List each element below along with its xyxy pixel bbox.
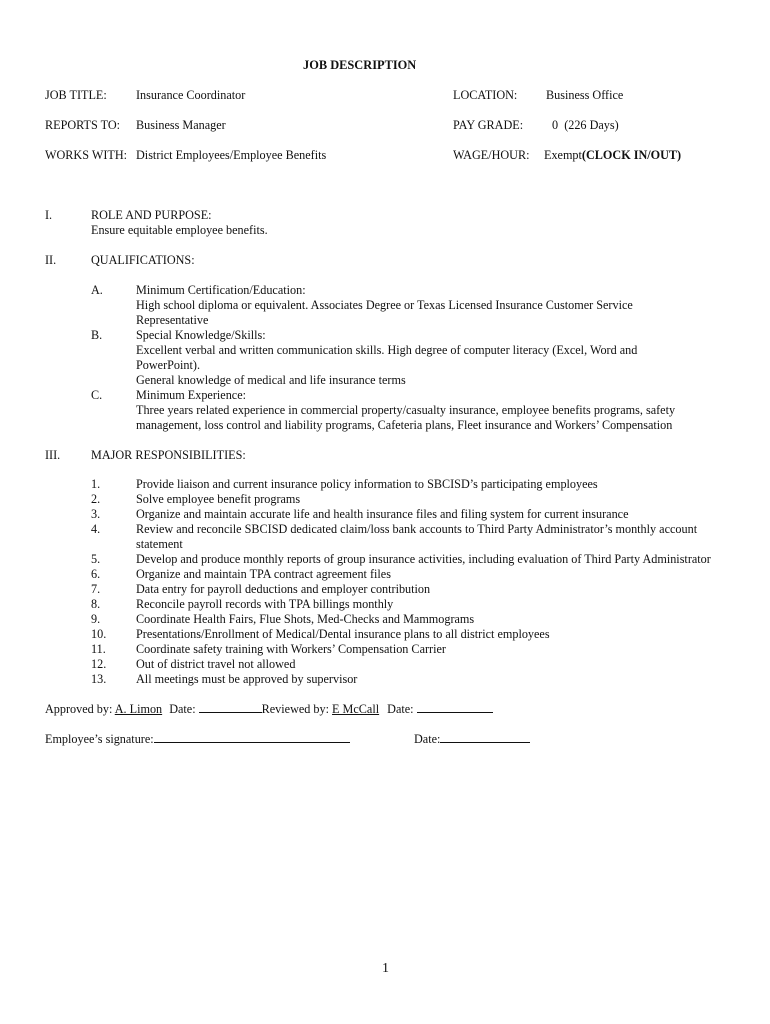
- job-title-label: JOB TITLE:: [45, 88, 107, 102]
- qualification-letter: B.: [91, 328, 103, 342]
- list-item-number: 7.: [91, 582, 101, 596]
- location-label: LOCATION:: [453, 88, 518, 102]
- list-item-number: 10.: [91, 627, 107, 641]
- list-item: Coordinate Health Fairs, Flue Shots, Med-Checks and Mammograms: [136, 612, 475, 626]
- qualification-text: Three years related experience in commercial property/casualty insurance, employee benefits programs, safety management, loss control and liability programs, Cafeteria plans, Fleet insurance and Workers’ Compensation: [136, 403, 676, 432]
- list-item-number: 3.: [91, 507, 101, 521]
- qualification-text: Excellent verbal and written communication skills. High degree of computer literacy (Excel, Word and PowerPoint).: [136, 343, 638, 372]
- pay-grade-label: PAY GRADE:: [453, 118, 524, 132]
- list-item: Organize and maintain TPA contract agreement files: [136, 567, 391, 581]
- reviewed-by-label: Reviewed by:: [261, 702, 329, 716]
- qualification-letter: A.: [91, 283, 103, 297]
- section-1-number: I.: [45, 208, 53, 222]
- list-item: Coordinate safety training with Workers’ Compensation Carrier: [136, 642, 446, 656]
- qualification-heading: Special Knowledge/Skills:: [136, 328, 266, 342]
- list-item-number: 13.: [91, 672, 107, 686]
- list-item: Review and reconcile SBCISD dedicated claim/loss bank accounts to Third Party Administrator’s monthly account statement: [136, 522, 698, 551]
- employee-signature-label: Employee’s signature:: [45, 732, 154, 746]
- list-item: Data entry for payroll deductions and employer contribution: [136, 582, 431, 596]
- job-title-value: Insurance Coordinator: [136, 88, 246, 102]
- section-3-heading: MAJOR RESPONSIBILITIES:: [91, 448, 246, 462]
- list-item-number: 2.: [91, 492, 101, 506]
- section-1-text: Ensure equitable employee benefits.: [91, 223, 268, 237]
- qualification-heading: Minimum Experience:: [136, 388, 246, 402]
- list-item: Out of district travel not allowed: [136, 657, 296, 671]
- section-2-number: II.: [45, 253, 57, 267]
- works-with-label: WORKS WITH:: [45, 148, 128, 162]
- page-number: 1: [382, 961, 389, 976]
- section-3-number: III.: [45, 448, 61, 462]
- signature-date: [414, 731, 530, 747]
- approved-by-label: Approved by:: [45, 702, 113, 716]
- section-2-heading: QUALIFICATIONS:: [91, 253, 195, 267]
- approved-by-name: A. Limon: [114, 702, 163, 716]
- list-item-number: 9.: [91, 612, 101, 626]
- works-with-value: District Employees/Employee Benefits: [136, 148, 327, 162]
- location-value: Business Office: [546, 88, 624, 102]
- list-item: Provide liaison and current insurance policy information to SBCISD’s participating employees: [136, 477, 598, 491]
- qualification-letter: C.: [91, 388, 103, 402]
- list-item-number: 8.: [91, 597, 101, 611]
- list-item-number: 12.: [91, 657, 107, 671]
- approved-date-label: Date:: [169, 702, 196, 716]
- list-item: Reconcile payroll records with TPA billings monthly: [136, 597, 394, 611]
- signature-date-field[interactable]: [440, 731, 530, 743]
- list-item: Organize and maintain accurate life and health insurance files and filing system for current insurance: [136, 507, 629, 521]
- list-item: Presentations/Enrollment of Medical/Dental insurance plans to all district employees: [136, 627, 550, 641]
- reviewed-date-label: Date:: [387, 702, 414, 716]
- signature-line: [45, 731, 350, 747]
- approved-date-field[interactable]: [199, 701, 262, 713]
- pay-grade-value: 0 (226 Days): [552, 118, 619, 132]
- wage-hour-clock: (CLOCK IN/OUT): [581, 148, 682, 162]
- reviewed-by-name: E McCall: [332, 702, 380, 716]
- qualification-text-extra: General knowledge of medical and life insurance terms: [136, 373, 406, 387]
- page-title: JOB DESCRIPTION: [303, 58, 417, 72]
- qualification-heading: Minimum Certification/Education:: [136, 283, 306, 297]
- list-item-number: 11.: [91, 642, 106, 656]
- wage-hour-label: WAGE/HOUR:: [453, 148, 530, 162]
- reports-to-label: REPORTS TO:: [45, 118, 121, 132]
- approval-line: [45, 701, 493, 717]
- signature-date-label: Date:: [414, 732, 441, 746]
- list-item: Develop and produce monthly reports of group insurance activities, including evaluation of Third Party Administrator: [136, 552, 711, 566]
- reviewed-date-field[interactable]: [417, 701, 493, 713]
- section-1-heading: ROLE AND PURPOSE:: [91, 208, 212, 222]
- list-item: Solve employee benefit programs: [136, 492, 301, 506]
- employee-signature-field[interactable]: [154, 731, 350, 743]
- list-item-number: 6.: [91, 567, 101, 581]
- reports-to-value: Business Manager: [136, 118, 226, 132]
- list-item: All meetings must be approved by supervisor: [136, 672, 358, 686]
- wage-hour-value: [544, 148, 681, 163]
- list-item-number: 5.: [91, 552, 101, 566]
- list-item-number: 4.: [91, 522, 101, 536]
- list-item-number: 1.: [91, 477, 101, 491]
- qualification-text: High school diploma or equivalent. Associates Degree or Texas Licensed Insurance Customer Service Representative: [136, 298, 633, 327]
- wage-hour-exempt: Exempt: [544, 148, 582, 162]
